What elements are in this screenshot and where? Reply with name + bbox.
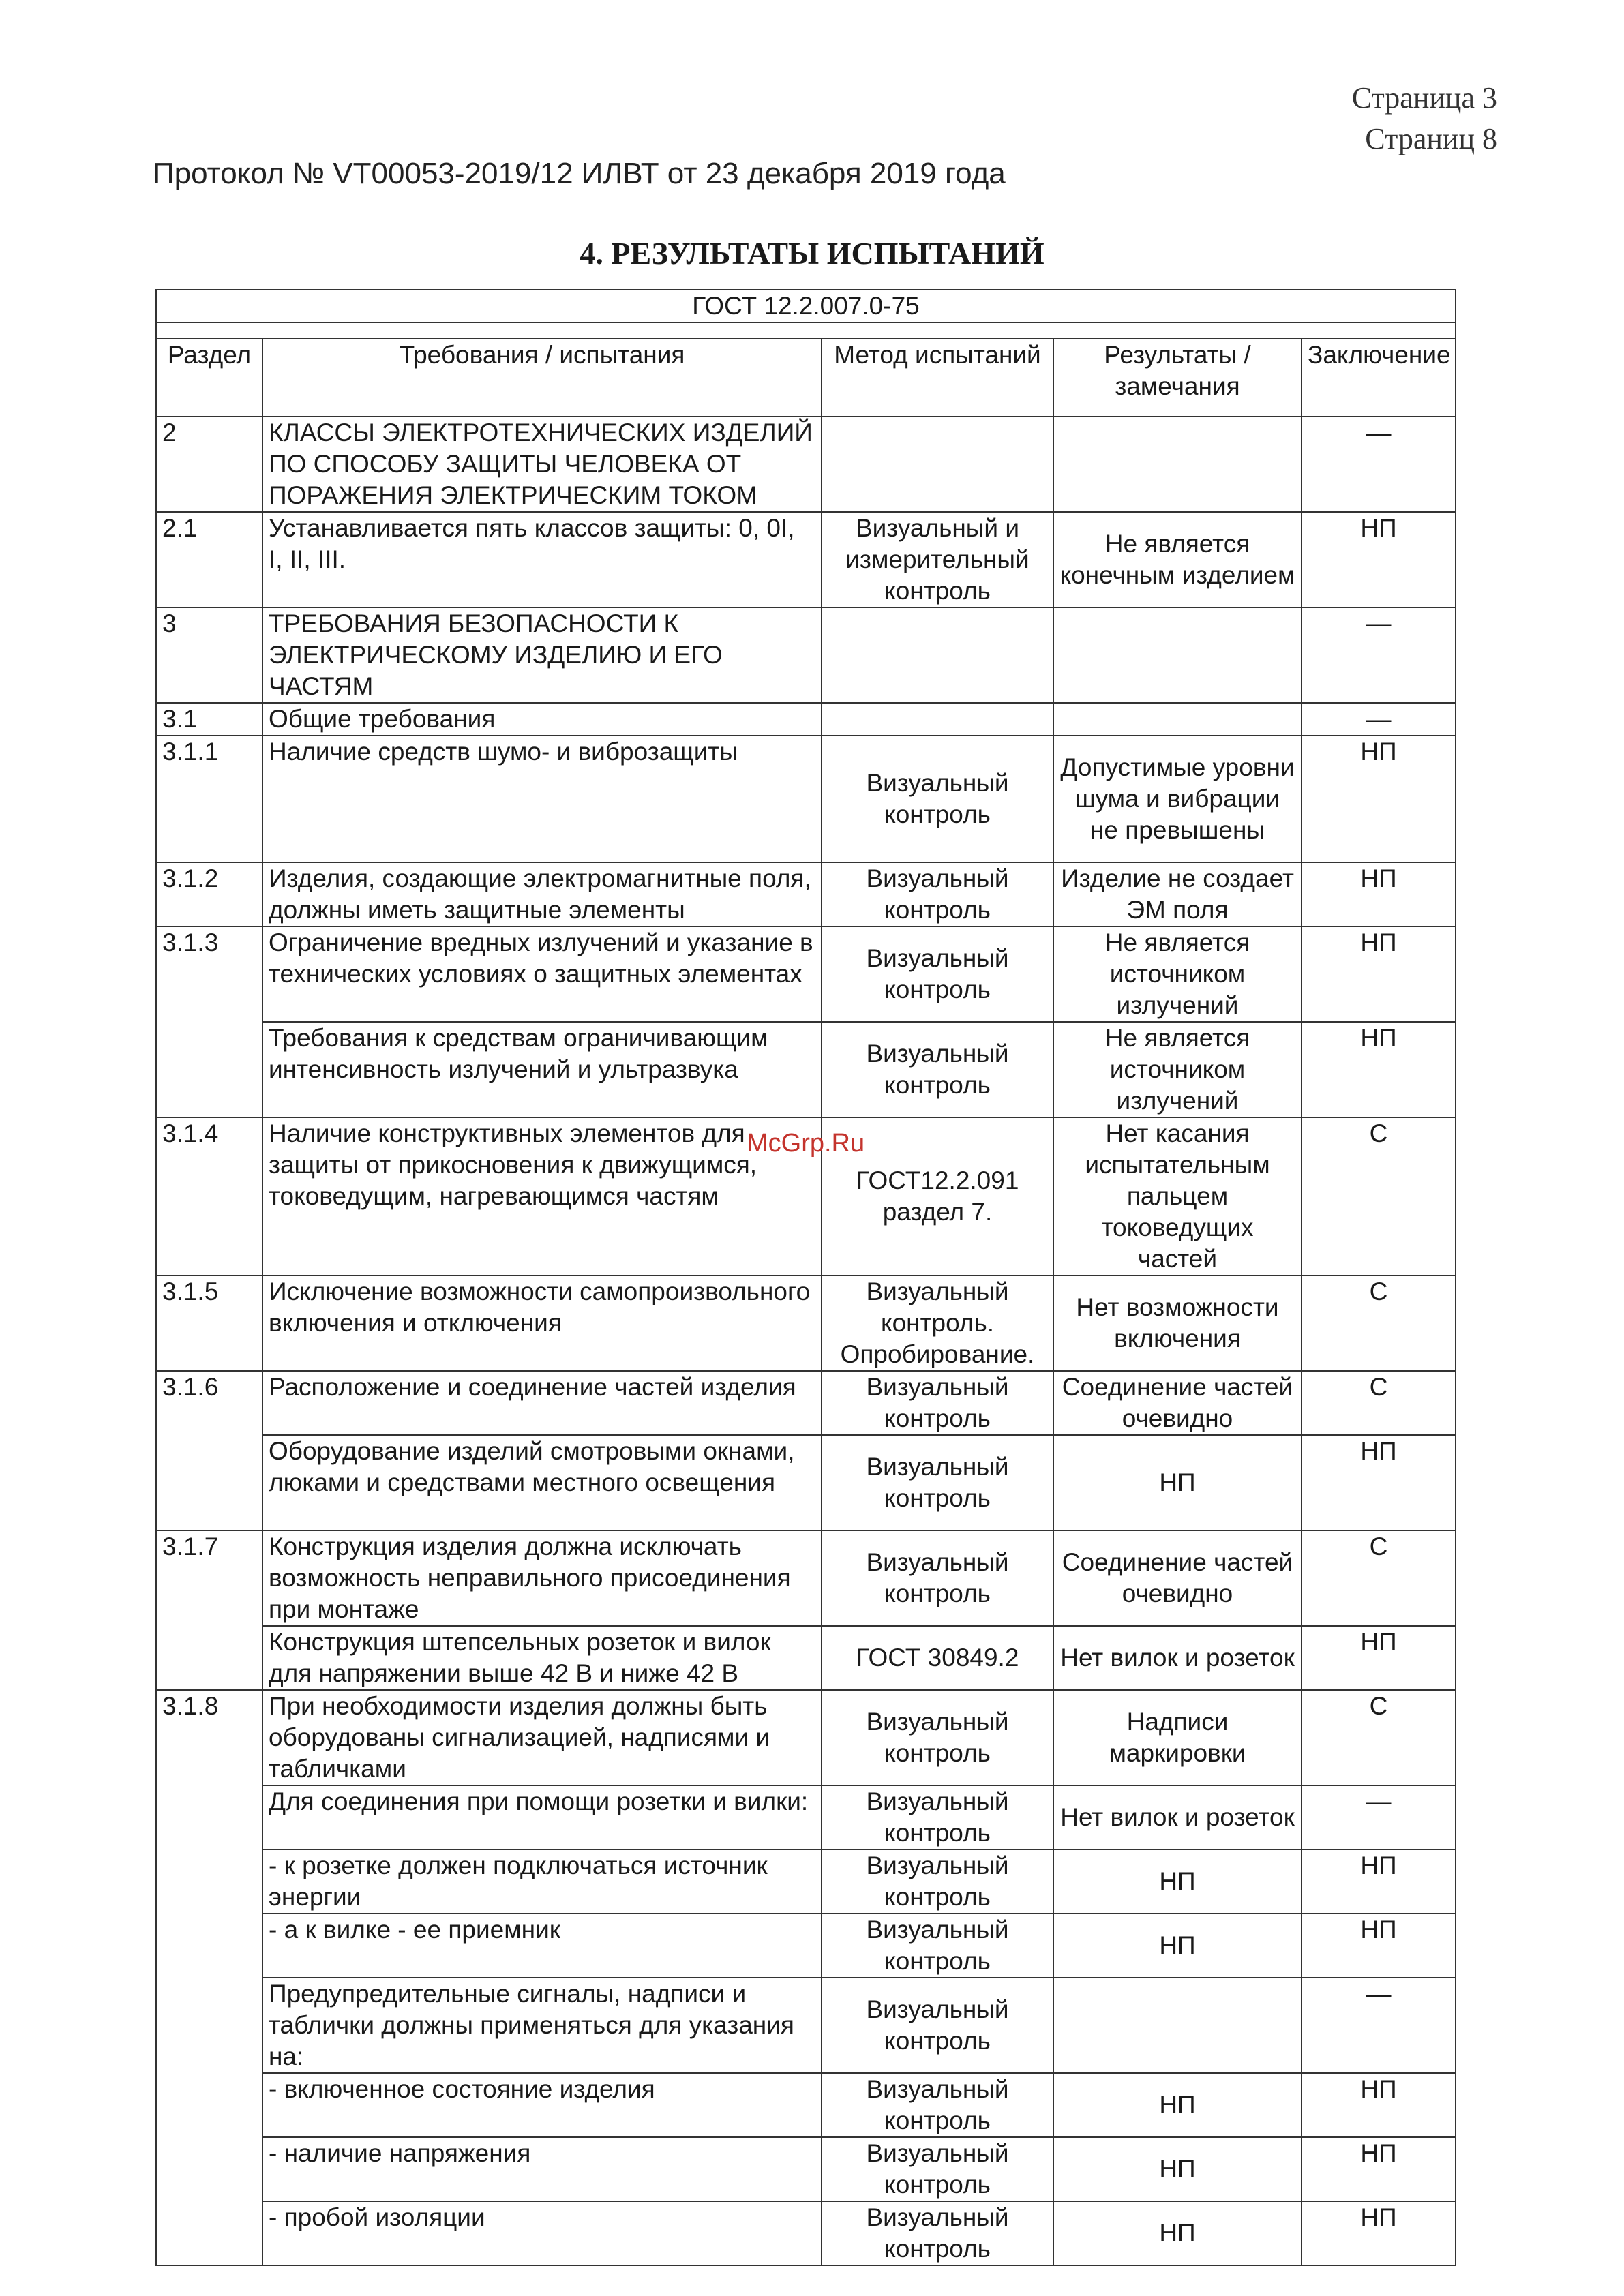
section-title: 4. РЕЗУЛЬТАТЫ ИСПЫТАНИЙ [580, 236, 1044, 271]
conclusion-cell: НП [1302, 926, 1456, 1022]
conclusion-cell: НП [1302, 2073, 1456, 2137]
table-row [156, 1530, 1456, 1626]
method-cell: Визуальный контроль [822, 1690, 1053, 1785]
method-cell: ГОСТ 30849.2 [822, 1626, 1053, 1690]
requirement-cell: Для соединения при помощи розетки и вилки: [262, 1785, 822, 1849]
conclusion-cell: С [1302, 1117, 1456, 1275]
table-row [156, 862, 1456, 926]
result-cell: Нет вилок и розеток [1053, 1785, 1302, 1849]
result-cell: НП [1053, 2137, 1302, 2201]
method-cell: Визуальный и измерительный контроль [822, 512, 1053, 607]
table-row [156, 1371, 1456, 1435]
conclusion-cell: НП [1302, 2201, 1456, 2265]
method-cell: Визуальный контроль [822, 736, 1053, 862]
requirement-cell: Предупредительные сигналы, надписи и таблички должны применяться для указания на: [262, 1978, 822, 2073]
result-cell [1053, 417, 1302, 512]
requirement-cell: - а к вилке - ее приемник [262, 1914, 822, 1978]
requirement-cell: - пробой изоляции [262, 2201, 822, 2265]
col-header-section: Раздел [156, 339, 262, 417]
table-row [156, 703, 1456, 736]
method-cell: Визуальный контроль [822, 2073, 1053, 2137]
conclusion-cell: С [1302, 1530, 1456, 1626]
page-number: Страница 3 [1351, 81, 1497, 115]
watermark: McGrp.Ru [747, 1129, 865, 1158]
requirement-cell: Оборудование изделий смотровыми окнами, люками и средствами местного освещения [262, 1435, 822, 1530]
requirement-cell: - к розетке должен подключаться источник энергии [262, 1849, 822, 1914]
section-cell: 3.1.1 [156, 736, 262, 862]
result-cell [1053, 607, 1302, 703]
table-row [156, 1435, 1456, 1530]
conclusion-cell: НП [1302, 1022, 1456, 1117]
method-cell: Визуальный контроль [822, 2201, 1053, 2265]
result-cell: Нет возможности включения [1053, 1275, 1302, 1371]
table-row [156, 1849, 1456, 1914]
conclusion-cell: НП [1302, 736, 1456, 862]
method-cell: Визуальный контроль [822, 1914, 1053, 1978]
spacer-row [156, 322, 1456, 339]
conclusion-cell: НП [1302, 1435, 1456, 1530]
table-row [156, 1978, 1456, 2073]
table-row [156, 1275, 1456, 1371]
col-header-requirement: Требования / испытания [262, 339, 822, 417]
method-cell [822, 703, 1053, 736]
protocol-line: Протокол № VT00053-2019/12 ИЛВТ от 23 декабря 2019 года [153, 157, 1006, 190]
table-row [156, 2137, 1456, 2201]
section-cell: 3.1 [156, 703, 262, 736]
page-count: Страниц 8 [1365, 122, 1497, 155]
method-cell: Визуальный контроль. Опробирование. [822, 1275, 1053, 1371]
results-table [155, 289, 1456, 2266]
requirement-cell: Общие требования [262, 703, 822, 736]
conclusion-cell: С [1302, 1275, 1456, 1371]
section-cell: 3.1.7 [156, 1530, 262, 1690]
result-cell: Не является источником излучений [1053, 1022, 1302, 1117]
requirement-cell: Наличие средств шумо- и виброзащиты [262, 736, 822, 862]
method-cell: Визуальный контроль [822, 926, 1053, 1022]
requirement-cell: Конструкция изделия должна исключать возможность неправильного присоединения при монтаже [262, 1530, 822, 1626]
method-cell: Визуальный контроль [822, 2137, 1053, 2201]
conclusion-cell: — [1302, 1978, 1456, 2073]
section-cell: 3.1.2 [156, 862, 262, 926]
requirement-cell: При необходимости изделия должны быть оборудованы сигнализацией, надписями и табличками [262, 1690, 822, 1785]
result-cell: НП [1053, 1914, 1302, 1978]
requirement-cell: Исключение возможности самопроизвольного включения и отключения [262, 1275, 822, 1371]
col-header-result: Результаты / замечания [1053, 339, 1302, 417]
standard-cell: ГОСТ 12.2.007.0-75 [156, 290, 1456, 322]
method-cell: Визуальный контроль [822, 1530, 1053, 1626]
table-row [156, 2073, 1456, 2137]
conclusion-cell: С [1302, 1690, 1456, 1785]
table-row [156, 1690, 1456, 1785]
result-cell: Соединение частей очевидно [1053, 1530, 1302, 1626]
result-cell: НП [1053, 1849, 1302, 1914]
result-cell: Допустимые уровни шума и вибрации не превышены [1053, 736, 1302, 862]
conclusion-cell: С [1302, 1371, 1456, 1435]
requirement-cell: Требования к средствам ограничивающим интенсивность излучений и ультразвука [262, 1022, 822, 1117]
table-row [156, 926, 1456, 1022]
method-cell: Визуальный контроль [822, 1785, 1053, 1849]
result-cell: Изделие не создает ЭМ поля [1053, 862, 1302, 926]
table-row [156, 1022, 1456, 1117]
result-cell: НП [1053, 2201, 1302, 2265]
section-cell: 3.1.4 [156, 1117, 262, 1275]
col-header-method: Метод испытаний [822, 339, 1053, 417]
conclusion-cell: НП [1302, 2137, 1456, 2201]
result-cell: Соединение частей очевидно [1053, 1371, 1302, 1435]
conclusion-cell: — [1302, 703, 1456, 736]
table-row [156, 736, 1456, 862]
conclusion-cell: — [1302, 417, 1456, 512]
section-cell: 3.1.5 [156, 1275, 262, 1371]
conclusion-cell: — [1302, 1785, 1456, 1849]
col-header-conclusion: Заключение [1302, 339, 1456, 417]
conclusion-cell: НП [1302, 1626, 1456, 1690]
method-cell: Визуальный контроль [822, 862, 1053, 926]
section-cell: 3.1.6 [156, 1371, 262, 1530]
result-cell: Не является источником излучений [1053, 926, 1302, 1022]
table-row [156, 512, 1456, 607]
method-cell: ГОСТ12.2.091 раздел 7. [822, 1117, 1053, 1275]
requirement-cell: ТРЕБОВАНИЯ БЕЗОПАСНОСТИ К ЭЛЕКТРИЧЕСКОМУ ИЗДЕЛИЮ И ЕГО ЧАСТЯМ [262, 607, 822, 703]
result-cell: Не является конечным изделием [1053, 512, 1302, 607]
method-cell: Визуальный контроль [822, 1371, 1053, 1435]
result-cell: Надписи маркировки [1053, 1690, 1302, 1785]
requirement-cell: Конструкция штепсельных розеток и вилок для напряжении выше 42 В и ниже 42 В [262, 1626, 822, 1690]
result-cell: НП [1053, 1435, 1302, 1530]
section-cell: 3 [156, 607, 262, 703]
table-row [156, 2201, 1456, 2265]
method-cell [822, 417, 1053, 512]
section-cell: 2 [156, 417, 262, 512]
requirement-cell: - наличие напряжения [262, 2137, 822, 2201]
table-row [156, 607, 1456, 703]
section-cell: 2.1 [156, 512, 262, 607]
method-cell: Визуальный контроль [822, 1022, 1053, 1117]
conclusion-cell: НП [1302, 1849, 1456, 1914]
table-row [156, 417, 1456, 512]
result-cell [1053, 1978, 1302, 2073]
conclusion-cell: НП [1302, 1914, 1456, 1978]
result-cell [1053, 703, 1302, 736]
table-row [156, 1914, 1456, 1978]
requirement-cell: Расположение и соединение частей изделия [262, 1371, 822, 1435]
section-cell: 3.1.8 [156, 1690, 262, 2265]
result-cell: Нет вилок и розеток [1053, 1626, 1302, 1690]
method-cell [822, 607, 1053, 703]
requirement-cell: - включенное состояние изделия [262, 2073, 822, 2137]
result-cell: Нет касания испытательным пальцем токоведущих частей [1053, 1117, 1302, 1275]
table-row [156, 1626, 1456, 1690]
standard-row [156, 290, 1456, 322]
requirement-cell: Устанавливается пять классов защиты: 0, 0I, I, II, III. [262, 512, 822, 607]
requirement-cell: Ограничение вредных излучений и указание в технических условиях о защитных элементах [262, 926, 822, 1022]
requirement-cell: Наличие конструктивных элементов для защиты от прикосновения к движущимся, токоведущим, нагревающимся частям [262, 1117, 822, 1275]
table-row [156, 1785, 1456, 1849]
conclusion-cell: НП [1302, 512, 1456, 607]
conclusion-cell: — [1302, 607, 1456, 703]
section-cell: 3.1.3 [156, 926, 262, 1117]
requirement-cell: Изделия, создающие электромагнитные поля, должны иметь защитные элементы [262, 862, 822, 926]
method-cell: Визуальный контроль [822, 1435, 1053, 1530]
requirement-cell: КЛАССЫ ЭЛЕКТРОТЕХНИЧЕСКИХ ИЗДЕЛИЙ ПО СПОСОБУ ЗАЩИТЫ ЧЕЛОВЕКА ОТ ПОРАЖЕНИЯ ЭЛЕКТРИЧЕСКИМ ТОКОМ [262, 417, 822, 512]
method-cell: Визуальный контроль [822, 1849, 1053, 1914]
header-row [156, 339, 1456, 417]
method-cell: Визуальный контроль [822, 1978, 1053, 2073]
conclusion-cell: НП [1302, 862, 1456, 926]
result-cell: НП [1053, 2073, 1302, 2137]
